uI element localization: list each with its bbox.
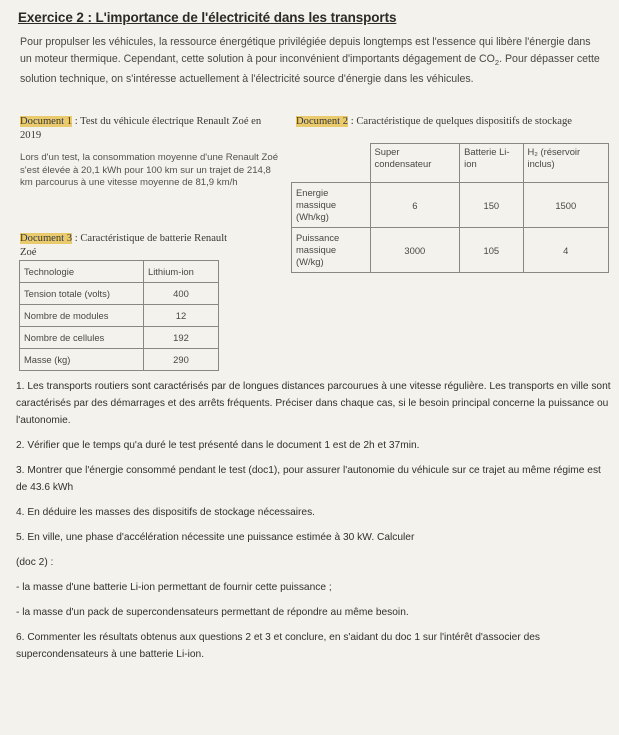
table-cell: 150: [460, 183, 523, 228]
table-cell: 3000: [370, 228, 460, 273]
questions-list: [16, 378, 612, 663]
doc2-heading: [296, 115, 606, 129]
question-3: 3. Montrer que l'énergie consommé pendant le test (doc1), pour assurer l'autonomie du véhicule sur ce trajet au même régime est de 43.6 kWh: [16, 465, 601, 493]
intro-paragraph: [20, 34, 600, 88]
table-row: [292, 183, 609, 228]
doc1-label: Document 1: [20, 116, 73, 127]
table-col-header: H₂ (réservoir inclus): [523, 144, 608, 183]
table-cell: Technologie: [20, 261, 144, 283]
doc2-title: : Caractéristique de quelques dispositifs de stockage: [348, 116, 572, 127]
intro-text-end: . Pour dépasser cette solution technique, on s'intéresse actuellement à l'électricité source d'énergie dans les véhicules.: [20, 52, 600, 86]
table-row: [20, 349, 219, 371]
table-cell: Nombre de modules: [20, 305, 144, 327]
table-cell: 400: [144, 283, 219, 305]
storage-devices-table: [291, 143, 609, 273]
table-cell: 1500: [523, 183, 608, 228]
table-cell: Lithium-ion: [144, 261, 219, 283]
question-5a: - la masse d'une batterie Li-ion permettant de fournir cette puissance ;: [16, 582, 332, 593]
battery-table: [19, 260, 219, 371]
table-row-header: Puissance massique (W/kg): [292, 228, 371, 273]
table-row: [20, 327, 219, 349]
doc2-label: Document 2: [296, 116, 349, 127]
question-4: 4. En déduire les masses des dispositifs de stockage nécessaires.: [16, 507, 315, 518]
table-corner-cell: [292, 144, 371, 183]
doc1-text: Lors d'un test, la consommation moyenne d'une Renault Zoé s'est élevée à 20,1 kWh pour 100 km sur un trajet de 214,8 km parcourus à une vitesse moyenne de 81,9 km/h: [20, 152, 279, 188]
intro-subscript: 2: [494, 57, 500, 67]
table-cell: Masse (kg): [20, 349, 144, 371]
question-6: 6. Commenter les résultats obtenus aux questions 2 et 3 et conclure, en s'aidant du doc 1 sur l'intérêt d'associer des supercondensateurs à une batterie Li-ion.: [16, 632, 540, 660]
doc1-title: : Test du véhicule électrique Renault Zoé en 2019: [20, 116, 262, 141]
table-cell: 192: [144, 327, 219, 349]
table-cell: 12: [144, 305, 219, 327]
table-cell: 6: [370, 183, 460, 228]
table-cell: 290: [144, 349, 219, 371]
intro-text-start: Pour propulser les véhicules, la ressource énergétique privilégiée depuis longtemps est l'essence qui libère l'énergie dans un moteur thermique. Cependant, cette solution à pour inconvénient d'importants dégagement de CO: [20, 36, 591, 65]
question-5b: - la masse d'un pack de supercondensateurs permettant de répondre au même besoin.: [16, 607, 409, 618]
doc3-label: Document 3: [20, 233, 73, 244]
doc3-title: : Caractéristique de batterie Renault Zoé: [20, 233, 228, 258]
table-cell: 105: [460, 228, 523, 273]
table-col-header: Batterie Li-ion: [460, 144, 523, 183]
question-2: 2. Vérifier que le temps qu'a duré le test présenté dans le document 1 est de 2h et 37min.: [16, 440, 420, 451]
table-header-row: [292, 144, 609, 183]
table-col-header: Super condensateur: [370, 144, 460, 183]
table-row: [20, 283, 219, 305]
doc1-heading: [20, 115, 282, 143]
table-cell: Nombre de cellules: [20, 327, 144, 349]
table-row: [292, 228, 609, 273]
table-header-row: [20, 261, 219, 283]
doc3-heading: [20, 232, 230, 260]
table-cell: Tension totale (volts): [20, 283, 144, 305]
question-1: 1. Les transports routiers sont caractérisés par de longues distances parcourues à une vitesse régulière. Les transports en ville sont caractérisés par des démarrages et des arrêts fréquents. Préciser dans chaque cas, si le besoin principal concerne la puissance ou l'autonomie.: [16, 381, 611, 426]
table-row: [20, 305, 219, 327]
question-5: 5. En ville, une phase d'accélération nécessite une puissance estimée à 30 kW. Calculer: [16, 532, 415, 543]
table-cell: 4: [523, 228, 608, 273]
question-5-doc-ref: (doc 2) :: [16, 557, 54, 568]
table-row-header: Energie massique (Wh/kg): [292, 183, 371, 228]
exercise-title: Exercice 2 : L'importance de l'électricité dans les transports: [18, 10, 397, 25]
